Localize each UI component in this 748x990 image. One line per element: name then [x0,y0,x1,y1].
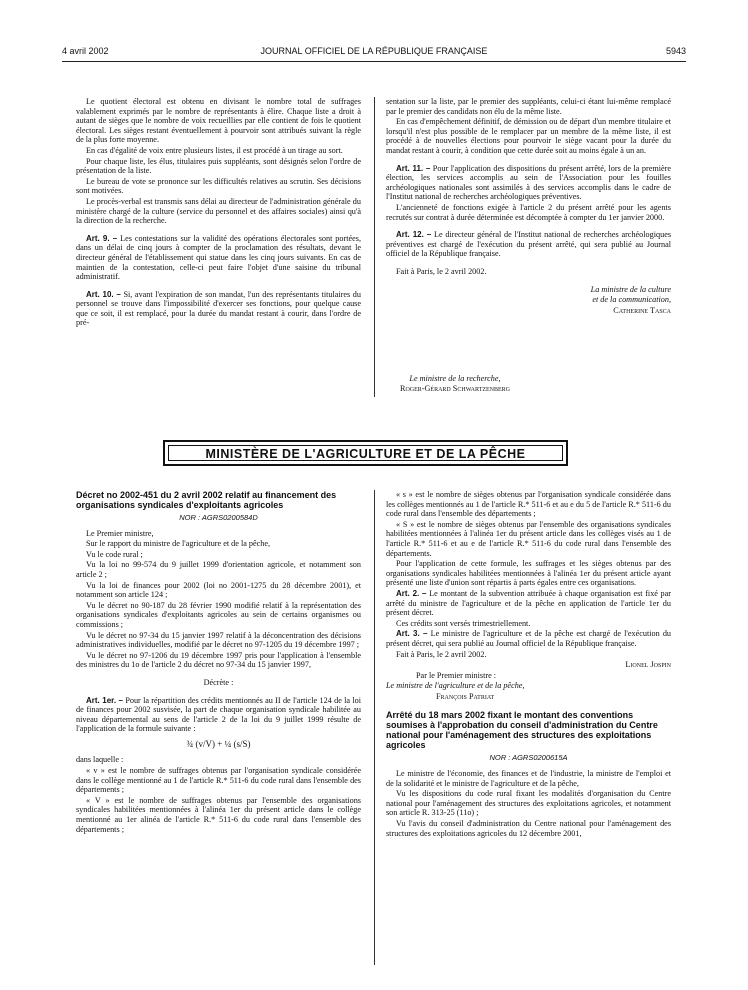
top-left-column [76,97,361,329]
paragraph: En cas d'égalité de voix entre plusieurs listes, il est procédé à un tirage au sort. [86,145,343,155]
paragraph: L'ancienneté de fonctions exigée à l'article 2 du présent arrêté pour les agents recrutés sur contrat à durée déterminée est décomptée à compter du 1er janvier 2000. [386,202,671,222]
paragraph: Le quotient électoral est obtenu en divisant le nombre total de suffrages valablement exprimés par le nombre de représentants à élire. Chaque liste a droit à autant de sièges que le nombre de voix recueillies par elle contient de fois le quotient électoral. Les sièges restant éventuellement à pourvoir sont attribués suivant la règle de la plus forte moyenne. [76,97,361,145]
paragraph: dans laquelle : [76,755,124,765]
top-right-column [386,97,671,316]
paragraph: Pour chaque liste, les élus, titulaires puis suppléants, sont désignés selon l'ordre de présentation de la liste. [76,156,361,176]
paragraph: « s » est le nombre de sièges obtenus par l'organisation syndicale considérée dans les collèges mentionnés au 1 de l'article R.* 511-6 et au e du 5 de l'article R.* 511-6 du code rural dans l'ensemble des départements ; [386,490,671,519]
ministry-banner [163,440,568,466]
paragraph: « S » est le nombre de sièges obtenus par l'ensemble des organisations syndicales habilitées mentionnées à l'alinéa 1er du présent article dans les collèges visés au 1 de l'article R.* 511-6 et au e de l'article R.* 511-6 du code rural dans l'ensemble des départements. [386,519,671,558]
formula: ¾ (v/V) + ¼ (s/S) [186,738,251,749]
decret-left-column [76,490,361,835]
paragraph: Ces crédits sont versés trimestriellement. [396,618,531,628]
paragraph: Vu l'avis du conseil d'administration du Centre national pour l'aménagement des structures des exploitations agricoles du 12 décembre 2001, [386,819,671,838]
signature-recherche [380,374,530,393]
paragraph: Vu le décret no 97-34 du 15 janvier 1997 relatif à la déconcentration des décisions administratives individuelles, modifié par le décret no 97-1205 du 19 décembre 1997 ; [76,630,361,650]
paragraph: Pour l'application de cette formule, les suffrages et les sièges obtenus par des organisations syndicales habilitées mentionnées à l'alinéa 1er du présent article ayant présenté une liste d'union sont répartis à parts égales entre ces organisations. [386,559,671,588]
column-divider [374,97,375,397]
fait-a-paris: Fait à Paris, le 2 avril 2002. [396,266,487,276]
article-12: Art. 12. – Le directeur général de l'Institut national de recherches archéologiques préventives est chargé de l'exécution du présent arrêté, qui sera publié au Journal officiel de la République française. [386,230,672,259]
paragraph: Vu le décret no 97-1206 du 19 décembre 1997 pris pour l'application à l'ensemble des ministres du 1o de l'article 2 du décret no 97-34 du 15 janvier 1997, [76,650,361,670]
paragraph: « V » est le nombre de suffrages obtenus par l'ensemble des organisations syndicales habilitées mentionnées à l'alinéa 1er du présent article dans le collège mentionné au 1er alinéa de l'article R.* 511-6 du code rural dans l'ensemble des départements ; [76,795,361,834]
paragraph: sentation sur la liste, par le premier des suppléants, celui-ci étant lui-même remplacé par le premier des candidats non élu de la même liste. [386,97,671,116]
paragraph: Vu le code rural ; [86,549,143,559]
paragraph: Vu le décret no 90-187 du 28 février 1990 modifié relatif à la représentation des organisations syndicales d'exploitants agricoles au sein de certains organismes ou commissions ; [76,600,361,629]
arrete-title: Arrêté du 18 mars 2002 fixant le montant des conventions soumises à l'approbation du conseil d'administration du Centre national pour l'aménagement des structures des exploitations agricoles [386,710,658,751]
fait-a-paris: Fait à Paris, le 2 avril 2002. [396,649,487,659]
signature-recherche-name: Roger-Gérard Schwartzenberg [399,383,510,393]
paragraph: En cas d'empêchement définitif, de démission ou de départ d'un membre titulaire et lorsqu'il n'est plus possible de le remplacer par un membre de la même liste, il est procédé à de nouvelles élections pour pourvoir le siège vacant pour la durée du mandat restant à courir, à condition que cette durée soit au moins égale à un an. [386,117,671,155]
header-date: 4 avril 2002 [62,46,109,56]
signature-agriculture-role: Le ministre de l'agriculture et de la pêche, [386,681,525,691]
signature-culture-role-2: et de la communication, [592,295,671,305]
header-page-number: 5943 [665,46,686,56]
paragraph: Le Premier ministre, [86,528,154,538]
decrete: Décrète : [203,677,234,687]
decret-nor: NOR : AGRS0200584D [179,513,258,522]
header-title: JOURNAL OFFICIEL DE LA RÉPUBLIQUE FRANÇAISE [260,46,488,56]
article-9: Art. 9. – Les contestations sur la validité des opérations électorales sont portées, dans un délai de cinq jours à compter de la proclamation des résultats, devant le directeur général de l'établissement qui statue dans les cinq jours suivants. En cas de maintien de la contestation, celle-ci peut faire l'objet d'une saisine du tribunal administratif. [76,233,361,282]
arrete-nor: NOR : AGRS0200615A [489,753,568,763]
signature-pm-name: Lionel Jospin [625,660,671,670]
article-10: Art. 10. – Si, avant l'expiration de son mandat, l'un des représentants titulaires du personnel se trouve dans l'impossibilité d'exercer ses fonctions, pour quelque cause que ce soit, il est remplacé, pour la durée du mandat restant à courir, dans l'ordre de pré- [76,289,361,328]
decret-title: Décret no 2002-451 du 2 avril 2002 relatif au financement des organisations syndicales d'exploitants agricoles [76,490,337,510]
decret-article-3: Art. 3. – Le ministre de l'agriculture et de la pêche est chargé de l'exécution du présent décret, qui sera publié au Journal officiel de la République française. [386,629,672,648]
page-header [62,47,686,62]
decret-article-2: Art. 2. – Le montant de la subvention attribuée à chaque organisation est fixé par arrêté du ministre de l'agriculture et de la pêche en application de l'article 1er du présent décret. [386,588,671,618]
signature-recherche-role: Le ministre de la recherche, [409,374,501,383]
par-le-premier-ministre: Par le Premier ministre : [416,670,497,680]
decret-article-1: Art. 1er. – Pour la répartition des crédits mentionnés au II de l'article 124 de la loi de finances pour 2002 susvisée, la part de chaque organisation syndicale habilitée au niveau départemental au sens de l'article 2 de la loi du 9 juillet 1999 résulte de l'application de la formule suivante : [76,695,361,734]
paragraph: Le ministre de l'économie, des finances et de l'industrie, la ministre de l'emploi et de la solidarité et le ministre de l'agriculture et de la pêche, [386,769,671,788]
paragraph: Vu les dispositions du code rural fixant les modalités d'organisation du Centre national pour l'aménagement des structures des exploitations agricoles, et notamment son article R. 313-25 (11o) ; [386,789,671,818]
ministry-banner-title: MINISTÈRE DE L'AGRICULTURE ET DE LA PÊCHE [168,445,563,461]
paragraph: Le bureau de vote se prononce sur les difficultés relatives au scrutin. Ses décisions sont motivées. [76,176,361,196]
signature-culture-name: Catherine Tasca [613,305,671,315]
column-divider [374,490,375,965]
signature-culture-role: La ministre de la culture [590,284,671,294]
paragraph: Sur le rapport du ministre de l'agriculture et de la pêche, [86,539,271,549]
paragraph: Le procès-verbal est transmis sans délai au directeur de l'administration générale du ministère chargé de la culture (service du personnel et des affaires sociales) ainsi qu'à la direction de la recherche. [76,196,361,226]
decret-right-column [386,490,671,839]
paragraph: Vu la loi no 99-574 du 9 juillet 1999 d'orientation agricole, et notamment son article 2 ; [76,560,361,579]
paragraph: Vu la loi de finances pour 2002 (loi no 2001-1275 du 28 décembre 2001), et notamment son article 124 ; [76,580,361,600]
paragraph: « v » est le nombre de suffrages obtenus par l'organisation syndicale considérée dans le collège mentionné au 1 de l'article R.* 511-6 du code rural dans l'ensemble des départements ; [76,766,361,795]
article-11: Art. 11. – Pour l'application des dispositions du présent arrêté, lors de la première élection, les services accomplis au sein de l'Association pour les fouilles archéologiques nationales sont assimilés à des services accomplis dans le cadre de l'Institut national de recherches archéologiques préventives. [386,163,672,202]
signature-agriculture-name: François Patriat [436,691,495,701]
